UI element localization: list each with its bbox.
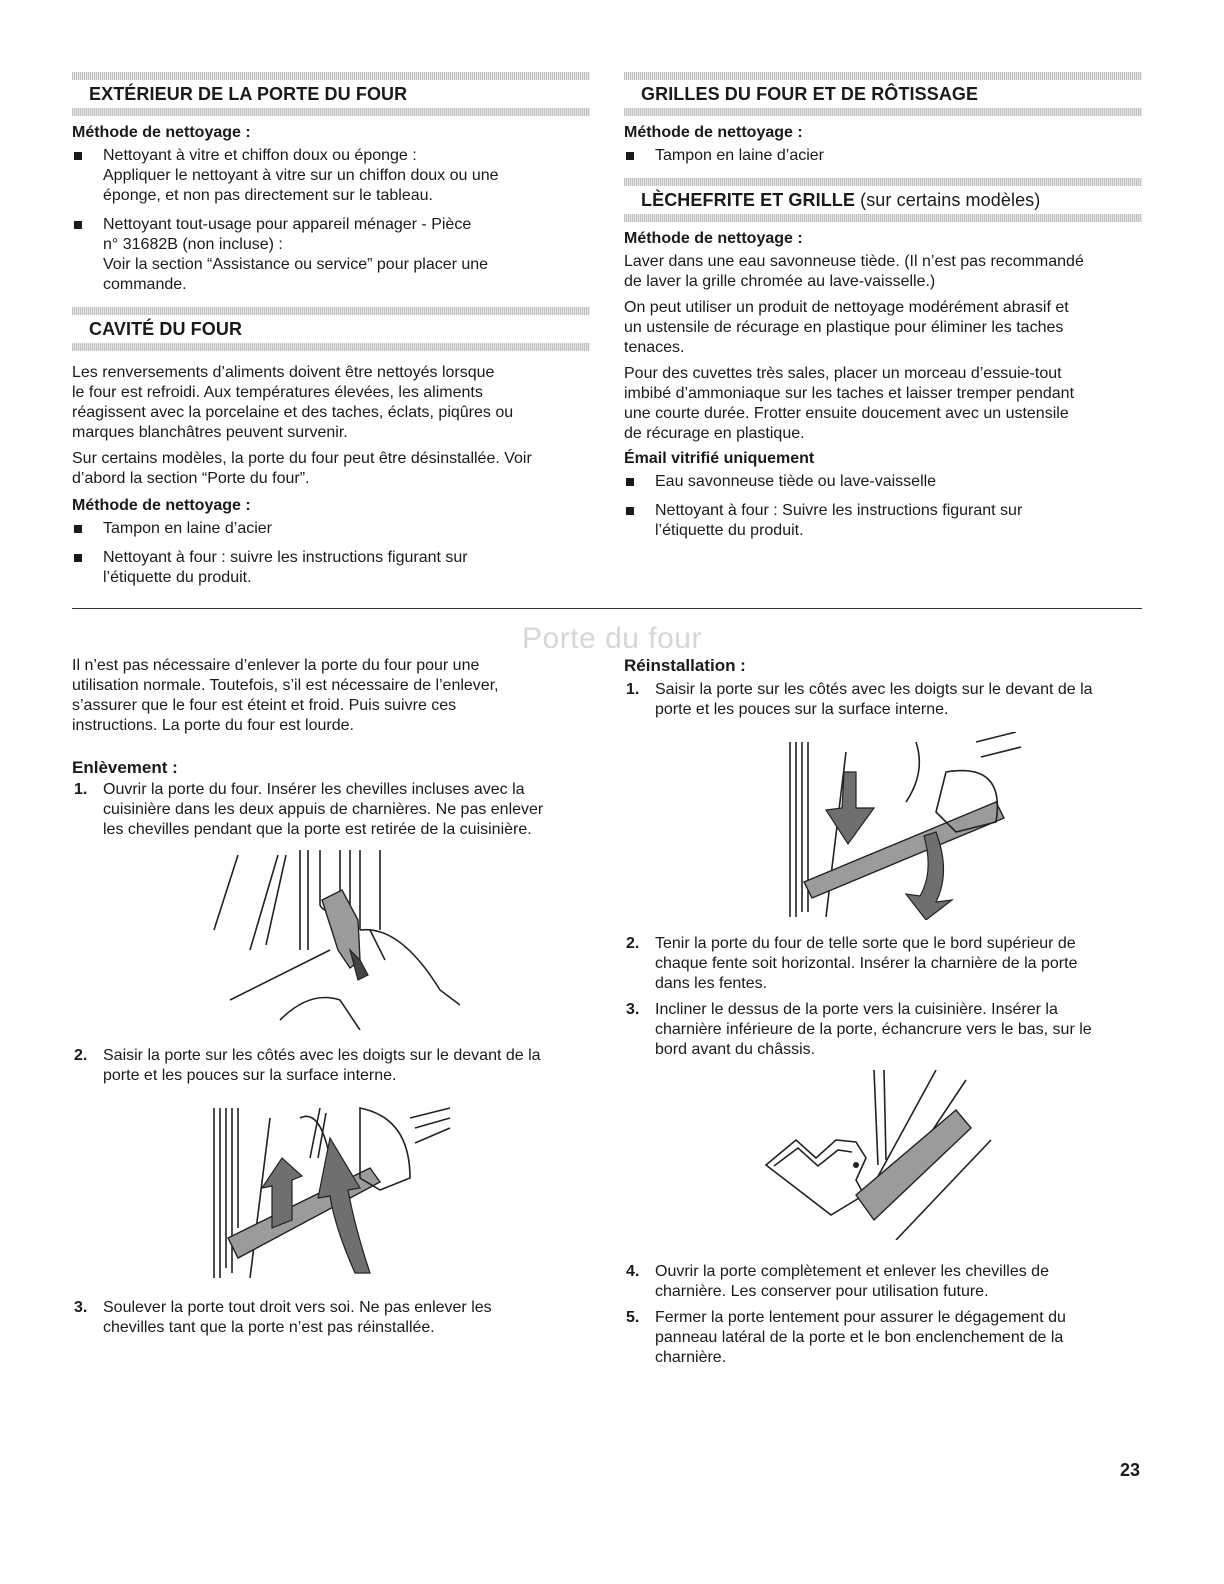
list-item: 3. Soulever la porte tout droit vers soi. Ne pas enlever les chevilles tant que la porte n’est pas réinstallée. bbox=[74, 1299, 492, 1336]
cavity-paragraph-1: Les renversements d’aliments doivent être nettoyés lorsque le four est refroidi. Aux températures élevées, les aliments réagissent avec la porcelaine et des taches, éclats, piqûres ou marques blanchâtres peuvent survenir. bbox=[72, 364, 514, 441]
lower-door-illustration bbox=[786, 732, 1036, 920]
exterior-title: EXTÉRIEUR DE LA PORTE DU FOUR bbox=[89, 84, 408, 104]
hinge-insert-illustration bbox=[756, 1070, 1016, 1240]
list-item: Nettoyant à four : Suivre les instructions figurant sur l’étiquette du produit. bbox=[624, 501, 1142, 541]
list-item: 4. Ouvrir la porte complètement et enlever les chevilles de charnière. Les conserver pour utilisation future. bbox=[626, 1263, 1049, 1300]
broiler-paragraph-1: Laver dans une eau savonneuse tiède. (Il n’est pas recommandé de laver la grille chromée au lave-vaisselle.) bbox=[624, 253, 1084, 290]
left-top-column bbox=[72, 72, 590, 597]
cavity-method-label: Méthode de nettoyage : bbox=[72, 497, 251, 514]
cavity-paragraph-2: Sur certains modèles, la porte du four peut être désinstallée. Voir d’abord la section “Porte du four”. bbox=[72, 450, 532, 487]
list-item: 2. Saisir la porte sur les côtés avec les doigts sur le devant de la porte et les pouces sur la surface interne. bbox=[74, 1047, 541, 1084]
enamel-list bbox=[624, 472, 1142, 541]
broiler-title: LÈCHEFRITE ET GRILLE (sur certains modèles) bbox=[641, 190, 1041, 210]
exterior-method-label: Méthode de nettoyage : bbox=[72, 124, 251, 141]
enamel-label: Émail vitrifié uniquement bbox=[624, 450, 815, 467]
list-item: Nettoyant à four : suivre les instructions figurant sur l’étiquette du produit. bbox=[72, 548, 590, 588]
list-item: 2. Tenir la porte du four de telle sorte que le bord supérieur de chaque fente soit horizontal. Insérer la charnière de la porte dans les fentes. bbox=[626, 935, 1078, 992]
right-top-column bbox=[624, 72, 1142, 550]
list-item: Eau savonneuse tiède ou lave-vaisselle bbox=[624, 472, 1142, 492]
list-item: 1. Ouvrir la porte du four. Insérer les chevilles incluses avec la cuisinière dans les deux appuis de charnières. Ne pas enlever les chevilles pendant que la porte est retirée de la cuisinière. bbox=[74, 781, 544, 838]
broiler-paragraph-2: On peut utiliser un produit de nettoyage modérément abrasif et un ustensile de récurage en plastique pour éliminer les taches tenaces. bbox=[624, 299, 1069, 356]
broiler-method-label: Méthode de nettoyage : bbox=[624, 230, 803, 247]
broiler-section-header bbox=[624, 178, 1142, 222]
cavity-title: CAVITÉ DU FOUR bbox=[89, 319, 243, 339]
door-section-title: Porte du four bbox=[522, 622, 702, 655]
exterior-section-header bbox=[72, 72, 590, 116]
list-item: 1. Saisir la porte sur les côtés avec les doigts sur le devant de la porte et les pouces sur la surface interne. bbox=[626, 681, 1093, 718]
racks-title: GRILLES DU FOUR ET DE RÔTISSAGE bbox=[641, 84, 979, 104]
page-number: 23 bbox=[1119, 1460, 1140, 1480]
cavity-list bbox=[72, 519, 590, 588]
section-divider bbox=[72, 608, 1142, 609]
racks-section-header bbox=[624, 72, 1142, 116]
removal-step-3 bbox=[72, 1298, 590, 1338]
reinstall-step-1 bbox=[624, 680, 1142, 720]
racks-list bbox=[624, 146, 1142, 166]
removal-step-1 bbox=[72, 780, 590, 840]
exterior-list bbox=[72, 146, 590, 295]
list-item: Nettoyant à vitre et chiffon doux ou éponge : Appliquer le nettoyant à vitre sur un chiffon doux ou une éponge, et non pas directement sur le tableau. bbox=[72, 146, 590, 206]
racks-method-label: Méthode de nettoyage : bbox=[624, 124, 803, 141]
removal-step-2 bbox=[72, 1046, 590, 1086]
list-item: 5. Fermer la porte lentement pour assurer le dégagement du panneau latéral de la porte et le bon enclenchement de la charnière. bbox=[626, 1309, 1066, 1366]
door-intro: Il n’est pas nécessaire d’enlever la porte du four pour une utilisation normale. Toutefois, s’il est nécessaire de l’enlever, s’assurer que le four est éteint et froid. Puis suivre ces instructions. La porte du four est lourde. bbox=[72, 657, 499, 734]
reinstall-steps-4-5 bbox=[624, 1262, 1142, 1368]
list-item: Tampon en laine d’acier bbox=[624, 146, 1142, 166]
cavity-section-header bbox=[72, 307, 590, 351]
broiler-paragraph-3: Pour des cuvettes très sales, placer un morceau d’essuie-tout imbibé d’ammoniaque sur les taches et laisser tremper pendant une courte durée. Frotter ensuite doucement avec un ustensile de récurage en plastique. bbox=[624, 365, 1075, 442]
reinstall-heading: Réinstallation : bbox=[624, 656, 746, 675]
list-item: Tampon en laine d’acier bbox=[72, 519, 590, 539]
hinge-peg-illustration bbox=[210, 850, 460, 1030]
left-bottom-column bbox=[72, 656, 590, 742]
removal-heading: Enlèvement : bbox=[72, 758, 178, 777]
list-item: Nettoyant tout-usage pour appareil ménager - Pièce n° 31682B (non incluse) : Voir la section “Assistance ou service” pour placer une commande. bbox=[72, 215, 590, 295]
reinstall-steps-2-3 bbox=[624, 934, 1142, 1060]
list-item: 3. Incliner le dessus de la porte vers la cuisinière. Insérer la charnière inférieure de la porte, échancrure vers le bas, sur le bord avant du châssis. bbox=[626, 1001, 1092, 1058]
lift-door-illustration bbox=[210, 1098, 460, 1283]
